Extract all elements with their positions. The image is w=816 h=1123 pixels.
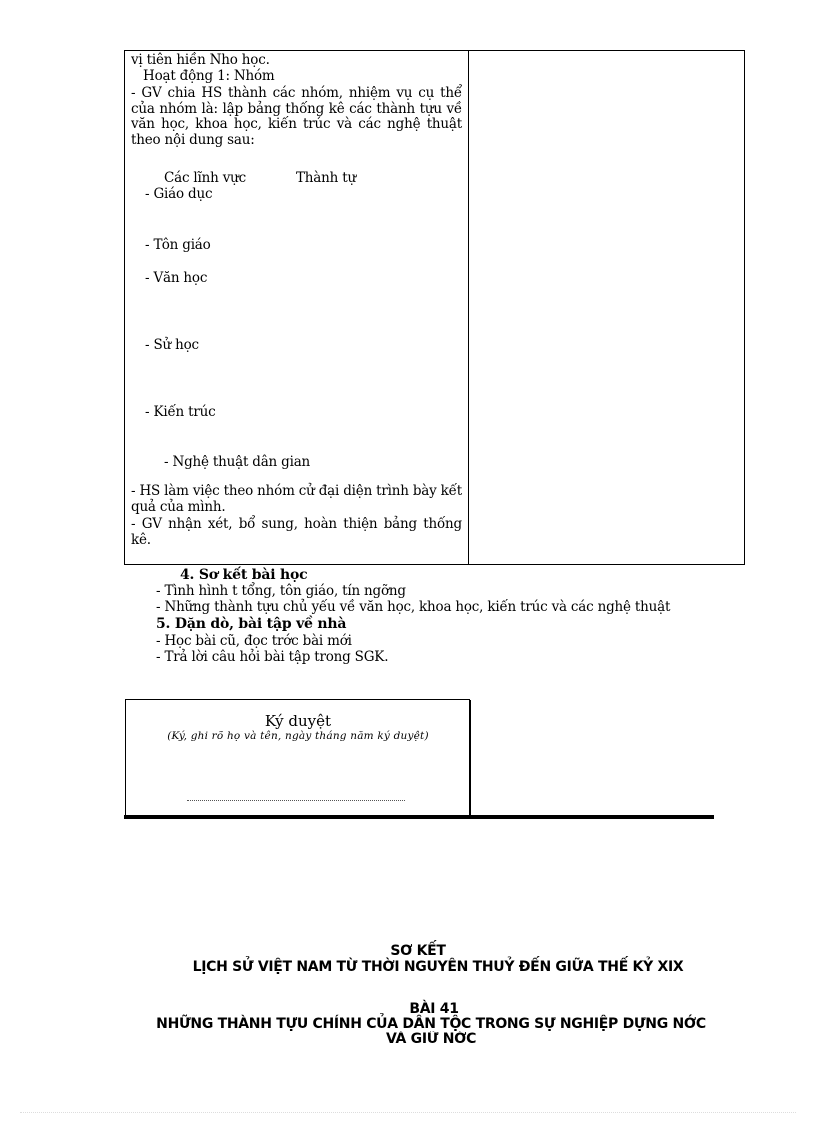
group-work-paragraph: - HS làm việc theo nhóm cử đại diện trình bày kết quả của mình.	[131, 483, 462, 515]
page-bottom-edge	[20, 1112, 796, 1113]
field-item: - Tôn giáo	[145, 237, 211, 253]
approval-subtitle: (Ký, ghi rõ họ và tên, ngày tháng năm ký duyệt)	[167, 730, 429, 742]
section-divider	[124, 815, 714, 819]
homework-item: - Học bài cũ, đọc trớc bài mới	[156, 633, 352, 649]
approval-box-right-rule	[470, 700, 471, 816]
field-item: - Kiến trúc	[145, 404, 216, 420]
next-section-title: LỊCH SỬ VIỆT NAM TỪ THỜI NGUYÊN THUỶ ĐẾN GIỮA THẾ KỶ XIX	[192, 959, 684, 975]
homework-heading: 5. Dặn dò, bài tập về nhà	[156, 616, 347, 632]
homework-item: - Trả lời câu hỏi bài tập trong SGK.	[156, 649, 389, 665]
approval-title: Ký duyệt	[264, 712, 332, 730]
teacher-feedback-paragraph: - GV nhận xét, bổ sung, hoàn thiện bảng thống kê.	[131, 516, 462, 548]
col-header-fields: Các lĩnh vực	[164, 170, 247, 186]
summary-heading: 4. Sơ kết bài học	[180, 567, 308, 583]
summary-item: - Tình hình t tổng, tôn giáo, tín ngỡng	[156, 583, 406, 599]
lesson-number: BÀI 41	[409, 1001, 459, 1017]
activity-1-heading: Hoạt động 1: Nhóm	[143, 68, 275, 84]
signature-line	[187, 800, 405, 801]
summary-item: - Những thành tựu chủ yếu về văn học, khoa học, kiến trúc và các nghệ thuật	[156, 599, 671, 615]
table-column-divider	[468, 50, 469, 565]
col-header-achievements: Thành tự	[296, 170, 356, 186]
field-item: - Văn học	[145, 270, 208, 286]
field-item: - Giáo dục	[145, 186, 213, 202]
field-item: - Nghệ thuật dân gian	[164, 454, 311, 470]
lesson-title: NHỮNG THÀNH TỰU CHÍNH CỦA DÂN TỘC TRONG SỰ NGHIỆP DỰNG NỚC	[156, 1016, 706, 1032]
lesson-title-cont: VÀ GIỮ NỚC	[385, 1031, 477, 1044]
task-paragraph: - GV chia HS thành các nhóm, nhiệm vụ cụ thể của nhóm là: lập bảng thống kê các thành tựu về văn học, khoa học, kiến trúc và các nghệ thuật theo nội dung sau:	[131, 85, 462, 148]
next-section-label: SƠ KẾT	[390, 943, 446, 959]
field-item: - Sử học	[145, 337, 199, 353]
continuation-line: vị tiên hiền Nho học.	[131, 52, 270, 68]
